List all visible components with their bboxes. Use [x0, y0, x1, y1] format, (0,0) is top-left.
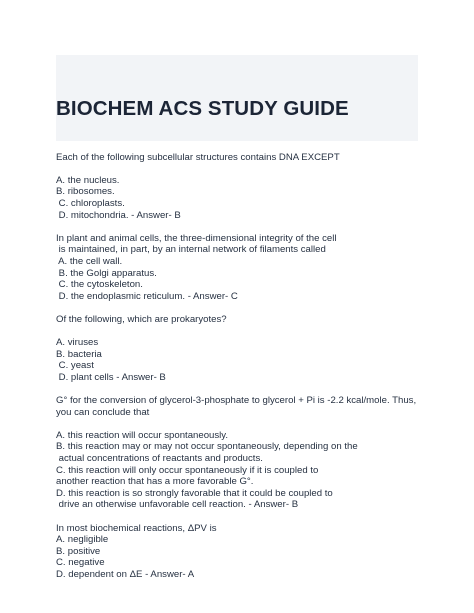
question-2-option-c: C. the cytoskeleton. — [56, 279, 143, 291]
question-4-stem-line: G° for the conversion of glycerol-3-phosphate to glycerol + Pi is -2.2 kcal/mole. Thus, — [56, 395, 417, 407]
question-1-stem: Each of the following subcellular structures contains DNA EXCEPT — [56, 151, 340, 163]
question-2-option-b: B. the Golgi apparatus. — [56, 267, 157, 279]
question-4-option-c-cont: another reaction that has a more favorable G°. — [56, 476, 254, 488]
question-4-option-b-cont: actual concentrations of reactants and products. — [56, 453, 263, 465]
spacer — [56, 140, 426, 152]
question-5-option-d: D. dependent on ΔE - Answer- A — [56, 568, 195, 580]
question-5-stem: In most biochemical reactions, ΔPV is — [56, 522, 217, 534]
question-5-option-b: B. positive — [56, 545, 101, 557]
spacer — [56, 163, 426, 175]
spacer — [56, 383, 426, 395]
question-2-option-a: A. the cell wall. — [56, 255, 123, 267]
question-1-option-a: A. the nucleus. — [56, 174, 120, 186]
question-1-option-c: C. chloroplasts. — [56, 197, 125, 209]
question-2-stem-line: In plant and animal cells, the three-dimensional integrity of the cell — [56, 232, 337, 244]
question-3-option-c: C. yeast — [56, 360, 94, 372]
question-1-option-d: D. mitochondria. - Answer- B — [56, 209, 181, 221]
spacer — [56, 221, 426, 233]
spacer — [56, 418, 426, 430]
question-4-option-a: A. this reaction will occur spontaneously. — [56, 429, 229, 441]
question-3-stem: Of the following, which are prokaryotes? — [56, 313, 227, 325]
question-2-stem-line: is maintained, in part, by an internal network of filaments called — [56, 244, 326, 256]
question-4-option-c: C. this reaction will only occur spontaneously if it is coupled to — [56, 464, 319, 476]
document-title: BIOCHEM ACS STUDY GUIDE — [56, 97, 349, 120]
question-4-option-d-cont: drive an otherwise unfavorable cell reaction. - Answer- B — [56, 499, 299, 511]
question-5-option-a: A. negligible — [56, 534, 109, 546]
document-body — [56, 140, 426, 581]
question-3-option-b: B. bacteria — [56, 348, 102, 360]
question-5-option-c: C. negative — [56, 557, 105, 569]
question-4-option-b: B. this reaction may or may not occur spontaneously, depending on the — [56, 441, 358, 453]
question-3-option-d: D. plant cells - Answer- B — [56, 371, 166, 383]
question-1-option-b: B. ribosomes. — [56, 186, 115, 198]
question-3-option-a: A. viruses — [56, 337, 99, 349]
question-4-stem-line: you can conclude that — [56, 406, 150, 418]
question-4-option-d: D. this reaction is so strongly favorable that it could be coupled to — [56, 487, 333, 499]
spacer — [56, 511, 426, 523]
spacer — [56, 302, 426, 314]
spacer — [56, 326, 426, 338]
question-2-option-d: D. the endoplasmic reticulum. - Answer- C — [56, 290, 238, 302]
